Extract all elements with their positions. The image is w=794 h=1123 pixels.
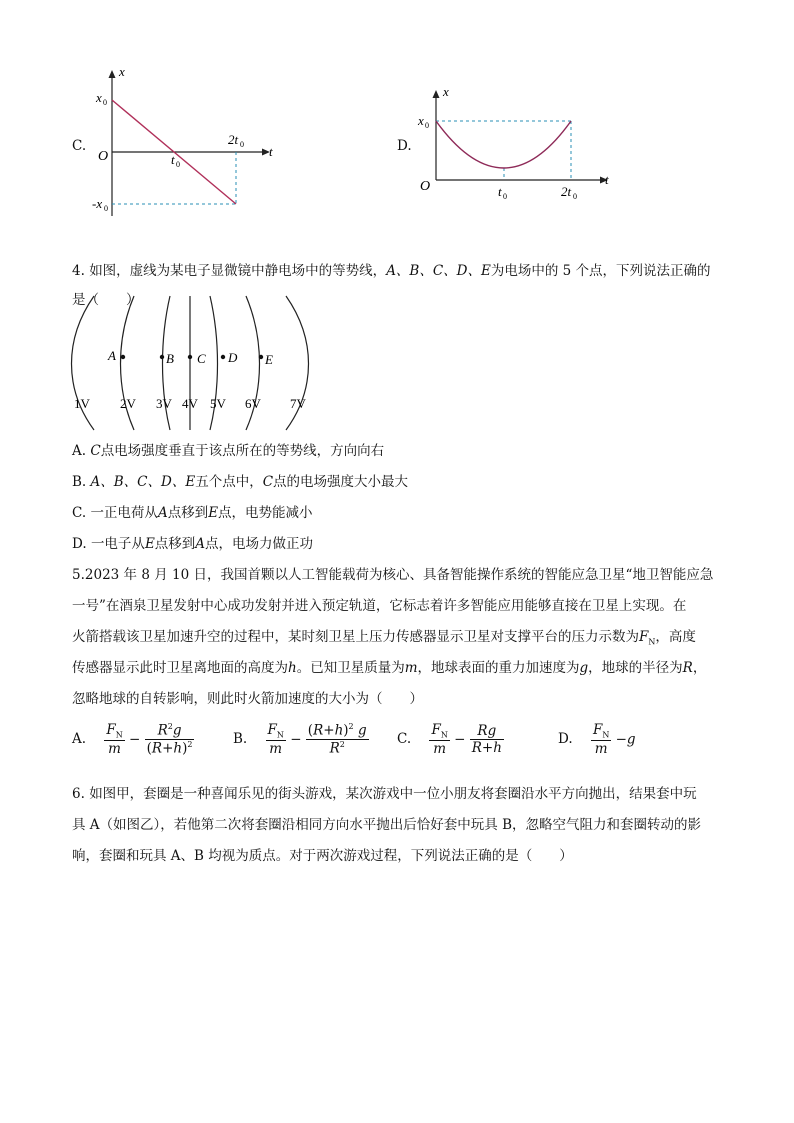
q5-option-b-frac2: $\frac{(R+h)^2 g}{R^2}$ bbox=[307, 722, 367, 757]
graph-d-curve bbox=[436, 121, 571, 168]
graph-d-label-t0-sub: 0 bbox=[503, 192, 507, 201]
q5-line4-R: R bbox=[682, 660, 693, 676]
voltage-label-6v: 6V bbox=[245, 396, 261, 411]
q5-option-a-frac1: $\frac{F_N}{m}$ bbox=[106, 722, 123, 757]
voltage-label-3v: 3V bbox=[156, 396, 172, 411]
q4-stem-line1 bbox=[72, 261, 711, 281]
graph-d-label-t: t bbox=[605, 172, 609, 187]
graph-c-label-origin: O bbox=[98, 149, 109, 164]
q4-option-b-var: C bbox=[262, 474, 274, 490]
q5-line1-text: 2023 年 8 月 10 日，我国首颗以人工智能载荷为核心、具备智能操作系统的智能应急卫星“地卫智能应急 bbox=[84, 567, 714, 583]
q4-option-d-text1: 一电子从 bbox=[90, 536, 145, 552]
graph-c-label-x: x bbox=[119, 64, 125, 79]
graph-c-label-x0-sub: 0 bbox=[103, 98, 107, 107]
graph-c-label-neg-x0: -x bbox=[92, 196, 103, 211]
q5-line3a: 火箭搭载该卫星加速升空的过程中，某时刻卫星上压力传感器显示卫星对支撑平台的压力示数为 bbox=[72, 629, 639, 645]
q4-option-a-var: C bbox=[90, 443, 101, 459]
graph-c bbox=[88, 58, 288, 220]
q5-option-b-label: B. bbox=[233, 731, 248, 748]
graph-d-x-arrow bbox=[433, 90, 440, 98]
q4-option-c bbox=[72, 503, 313, 523]
q4-option-c-var1: A bbox=[157, 505, 168, 521]
q4-stem-c: 个点，下列说法正确的 bbox=[575, 263, 711, 279]
q4-option-c-text1: 一正电荷从 bbox=[90, 505, 158, 521]
q4-equipotential-figure bbox=[66, 294, 322, 432]
q6-line2: 具 A（如图乙），若他第二次将套圈沿相同方向水平抛出后恰好套中玩具 B，忽略空气阻力和套圈转动的影 bbox=[72, 817, 702, 833]
q4-option-a-text: 点电场强度垂直于该点所在的等势线，方向向右 bbox=[100, 443, 385, 459]
q5-line4d: ，地球的半径为 bbox=[588, 660, 683, 676]
q4-stem-points: A、B、C、D、E bbox=[386, 263, 491, 279]
q5-line3-var: F bbox=[639, 629, 649, 645]
option-c-label: C. bbox=[72, 138, 87, 154]
q4-stem-count: 5 bbox=[562, 263, 572, 279]
point-d-dot bbox=[221, 355, 225, 359]
q5-line4c: ，地球表面的重力加速度为 bbox=[417, 660, 580, 676]
graph-c-label-t0: t bbox=[171, 152, 175, 167]
q5-line5: 忽略地球的自转影响，则此时火箭加速度的大小为（ ） bbox=[72, 691, 423, 707]
q5-option-c: C. $\frac{F_N}{m}$ − $\frac{Rg}{R+h}$ bbox=[397, 722, 502, 757]
q4-option-b-vars: A、B、C、D、E bbox=[90, 474, 196, 490]
q5-option-c-frac1: $\frac{F_N}{m}$ bbox=[431, 722, 448, 757]
graph-d-label-x0: x bbox=[418, 113, 424, 128]
q5-line3b: ，高度 bbox=[655, 629, 696, 645]
q5-number: 5. bbox=[72, 567, 85, 583]
graph-c-label-t0-sub: 0 bbox=[176, 160, 180, 169]
graph-d bbox=[412, 82, 617, 204]
point-b-dot bbox=[160, 355, 164, 359]
q5-line3 bbox=[72, 627, 696, 653]
q5-option-a-label: A. bbox=[72, 731, 87, 748]
q5-option-d: D. $\frac{F_N}{m}$ −g bbox=[558, 722, 636, 757]
q5-option-b-frac1: $\frac{F_N}{m}$ bbox=[267, 722, 284, 757]
q5-line4 bbox=[72, 658, 706, 678]
voltage-label-7v: 7V bbox=[290, 396, 306, 411]
q5-option-a: A. $\frac{F_N}{m}$ − $\frac{R^2g}{(R+h)^2}$ bbox=[72, 722, 193, 757]
voltage-label-2v: 2V bbox=[120, 396, 136, 411]
q4-option-a-label: A. bbox=[72, 443, 87, 459]
point-e-dot bbox=[259, 355, 263, 359]
q4-option-c-var2: E bbox=[208, 505, 219, 521]
graph-c-label-neg-x0-sub: 0 bbox=[104, 204, 108, 213]
graph-d-label-2t0-sub: 0 bbox=[573, 192, 577, 201]
graph-c-x-arrow bbox=[109, 70, 116, 78]
q4-stem-b: 为电场中的 bbox=[490, 263, 559, 279]
q5-option-d-label: D. bbox=[558, 731, 573, 748]
q5-line4-h: h bbox=[288, 660, 297, 676]
q5-line4b: 。已知卫星质量为 bbox=[296, 660, 405, 676]
q6-number: 6. bbox=[72, 786, 85, 802]
q5-option-b: B. $\frac{F_N}{m}$ − $\frac{(R+h)^2 g}{R^2}$ bbox=[233, 722, 367, 757]
q6-line3: 响，套圈和玩具 A、B 均视为质点。对于两次游戏过程，下列说法正确的是（ ） bbox=[72, 848, 573, 864]
point-e-label: E bbox=[265, 352, 273, 367]
point-d-label: D bbox=[228, 350, 238, 365]
graph-d-label-origin: O bbox=[420, 179, 431, 194]
q4-option-b bbox=[72, 472, 408, 492]
q5-option-c-label: C. bbox=[397, 731, 412, 748]
q4-option-d bbox=[72, 534, 313, 554]
q4-option-d-label: D. bbox=[72, 536, 87, 552]
q5-option-d-frac1: $\frac{F_N}{m}$ bbox=[592, 722, 610, 757]
q4-option-c-text2: 点移到 bbox=[167, 505, 209, 521]
point-a-label: A bbox=[108, 348, 116, 363]
q4-option-d-text2: 点移到 bbox=[154, 536, 196, 552]
q5-option-a-frac2: $\frac{R^2g}{(R+h)^2}$ bbox=[146, 722, 193, 757]
graph-d-label-t0: t bbox=[498, 184, 502, 199]
q5-line3-sub: N bbox=[648, 637, 656, 647]
q4-stem-a: 如图，虚线为某电子显微镜中静电场中的等势线， bbox=[89, 263, 387, 279]
q5-line4e: ， bbox=[692, 660, 707, 676]
q6-line1-text: 如图甲，套圈是一种喜闻乐见的街头游戏，某次游戏中一位小朋友将套圈沿水平方向抛出，结果套中玩 bbox=[89, 786, 697, 802]
graph-c-label-2t0-sub: 0 bbox=[240, 140, 244, 149]
q6-line1 bbox=[72, 784, 697, 804]
point-c-dot bbox=[188, 355, 192, 359]
q4-option-b-text1: 五个点中， bbox=[195, 474, 263, 490]
q4-stem-line2: 是（ ） bbox=[72, 292, 140, 308]
q4-option-b-text2: 点的电场强度大小最大 bbox=[273, 474, 409, 490]
q4-option-b-label: B. bbox=[72, 474, 87, 490]
q5-line2: 一号”在酒泉卫星发射中心成功发射并进入预定轨道，它标志着许多智能应用能够直接在卫星上实现。在 bbox=[72, 598, 687, 614]
q4-option-c-label: C. bbox=[72, 505, 87, 521]
graph-c-label-2t0: 2t bbox=[228, 132, 239, 147]
q5-line4-m: m bbox=[404, 660, 418, 676]
point-c-label: C bbox=[197, 351, 206, 366]
q5-line4-g: g bbox=[579, 660, 589, 676]
q4-option-a bbox=[72, 441, 384, 461]
option-d-label: D. bbox=[397, 138, 412, 154]
q5-line4a: 传感器显示此时卫星离地面的高度为 bbox=[72, 660, 288, 676]
q4-option-c-text3: 点，电势能减小 bbox=[218, 505, 313, 521]
q4-option-d-var1: E bbox=[144, 536, 155, 552]
graph-c-label-x0: x bbox=[96, 90, 102, 105]
graph-d-label-x0-sub: 0 bbox=[425, 121, 429, 130]
voltage-label-1v: 1V bbox=[74, 396, 90, 411]
voltage-label-5v: 5V bbox=[210, 396, 226, 411]
q4-number: 4. bbox=[72, 263, 85, 279]
point-a-dot bbox=[121, 355, 125, 359]
q4-option-d-text3: 点，电场力做正功 bbox=[205, 536, 314, 552]
graph-c-label-t: t bbox=[269, 144, 273, 159]
graph-d-label-x: x bbox=[443, 84, 449, 99]
point-b-label: B bbox=[166, 351, 174, 366]
voltage-label-4v: 4V bbox=[182, 396, 198, 411]
graph-d-label-2t0: 2t bbox=[561, 184, 572, 199]
q5-option-c-frac2: $\frac{Rg}{R+h}$ bbox=[471, 722, 502, 756]
q5-line1 bbox=[72, 565, 713, 585]
q4-option-d-var2: A bbox=[195, 536, 206, 552]
